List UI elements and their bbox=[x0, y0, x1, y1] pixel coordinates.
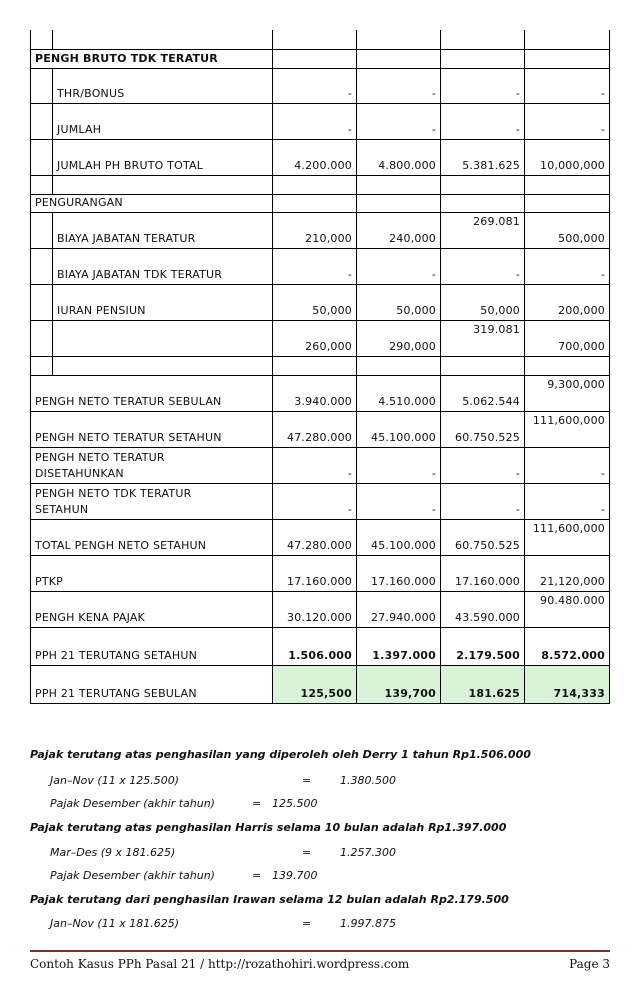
table-row bbox=[30, 69, 610, 104]
cell-value: 50,000 bbox=[396, 304, 436, 317]
table-row bbox=[30, 321, 610, 357]
label-cell bbox=[52, 249, 272, 284]
row-label-line2: SETAHUN bbox=[35, 503, 89, 516]
section-header-cell bbox=[30, 50, 272, 68]
indent-cell bbox=[30, 69, 52, 103]
value-cell bbox=[440, 176, 524, 194]
row-label: PENGH KENA PAJAK bbox=[35, 611, 145, 624]
cell-value: 500,000 bbox=[558, 232, 605, 245]
table-row bbox=[30, 448, 610, 484]
cell-value: - bbox=[347, 87, 352, 100]
note-irawan-jan-nov: Jan–Nov (11 x 181.625) bbox=[50, 917, 179, 930]
value-cell bbox=[356, 176, 440, 194]
table-row bbox=[30, 176, 610, 195]
value-cell bbox=[272, 176, 356, 194]
value-cell bbox=[356, 69, 440, 103]
value-cell bbox=[440, 195, 524, 212]
value-cell bbox=[272, 213, 356, 248]
note-derry-jan-nov: Jan–Nov (11 x 125.500) bbox=[50, 774, 179, 787]
label-cell bbox=[52, 213, 272, 248]
value-cell bbox=[524, 195, 610, 212]
table-row bbox=[30, 520, 610, 556]
value-cell bbox=[440, 628, 524, 665]
cell-value: - bbox=[431, 123, 436, 136]
value-cell bbox=[272, 666, 356, 703]
cell-value: - bbox=[347, 503, 352, 516]
value-cell bbox=[524, 448, 610, 483]
value-cell bbox=[524, 30, 610, 49]
note-equals: = bbox=[302, 917, 312, 930]
row-label: JUMLAH PH BRUTO TOTAL bbox=[57, 159, 204, 172]
cell-value: 30.120.000 bbox=[287, 611, 352, 624]
value-cell bbox=[524, 176, 610, 194]
cell-value: 27.940.000 bbox=[371, 611, 436, 624]
cell-value: 43.590.000 bbox=[455, 611, 520, 624]
table-row bbox=[30, 412, 610, 448]
cell-value-upper: 111,600,000 bbox=[532, 414, 605, 427]
cell-value: - bbox=[347, 123, 352, 136]
note-equals: = bbox=[252, 869, 262, 882]
row-label: PENGH NETO TERATUR SEBULAN bbox=[35, 395, 222, 408]
cell-value: - bbox=[515, 467, 520, 480]
footer-source: Contoh Kasus PPh Pasal 21 / http://rozathohiri.wordpress.com bbox=[30, 957, 410, 971]
value-cell bbox=[440, 357, 524, 375]
cell-value: 700,000 bbox=[558, 340, 605, 353]
note-harris-mar-des: Mar–Des (9 x 181.625) bbox=[50, 846, 176, 859]
cell-value: 181.625 bbox=[468, 687, 520, 700]
value-cell bbox=[440, 592, 524, 627]
table-row bbox=[30, 376, 610, 412]
value-cell bbox=[524, 357, 610, 375]
table-row bbox=[30, 50, 610, 69]
cell-value: 4.510.000 bbox=[378, 395, 436, 408]
value-cell bbox=[524, 556, 610, 591]
cell-value: 4.200.000 bbox=[294, 159, 352, 172]
label-cell bbox=[52, 69, 272, 103]
row-label: TOTAL PENGH NETO SETAHUN bbox=[35, 539, 207, 552]
cell-value: - bbox=[515, 503, 520, 516]
value-cell bbox=[356, 104, 440, 139]
table-row bbox=[30, 140, 610, 176]
cell-value: - bbox=[431, 268, 436, 281]
cell-value: 139,700 bbox=[384, 687, 436, 700]
table-row bbox=[30, 628, 610, 666]
value-cell bbox=[440, 321, 524, 356]
value-cell bbox=[524, 104, 610, 139]
cell-value: 60.750.525 bbox=[455, 539, 520, 552]
value-cell bbox=[440, 249, 524, 284]
value-cell bbox=[524, 69, 610, 103]
value-cell bbox=[524, 628, 610, 665]
row-label: JUMLAH bbox=[57, 123, 102, 136]
label-cell bbox=[30, 666, 272, 703]
value-cell bbox=[524, 140, 610, 175]
value-cell bbox=[356, 556, 440, 591]
value-cell bbox=[356, 628, 440, 665]
cell-value: - bbox=[515, 87, 520, 100]
value-cell bbox=[272, 30, 356, 49]
note-derry-december: Pajak Desember (akhir tahun) bbox=[50, 797, 215, 810]
indent-cell bbox=[30, 176, 52, 194]
section-header: PENGURANGAN bbox=[35, 196, 123, 209]
cell-value: 5.381.625 bbox=[462, 159, 520, 172]
cell-value: 2.179.500 bbox=[456, 649, 520, 662]
value-cell bbox=[356, 412, 440, 447]
cell-value: 8.572.000 bbox=[541, 649, 605, 662]
tax-table bbox=[30, 30, 610, 704]
cell-value: 17.160.000 bbox=[371, 575, 436, 588]
value-cell bbox=[440, 412, 524, 447]
value-cell bbox=[524, 249, 610, 284]
row-label: PPH 21 TERUTANG SETAHUN bbox=[35, 649, 198, 662]
label-cell bbox=[52, 30, 272, 49]
value-cell bbox=[272, 448, 356, 483]
cell-value: 240,000 bbox=[389, 232, 436, 245]
note-derry-jan-nov-value: 1.380.500 bbox=[340, 774, 396, 787]
value-cell bbox=[524, 376, 610, 411]
cell-value: 290,000 bbox=[389, 340, 436, 353]
value-cell bbox=[356, 321, 440, 356]
cell-value: 17.160.000 bbox=[287, 575, 352, 588]
cell-value: - bbox=[600, 503, 605, 516]
cell-value: - bbox=[431, 503, 436, 516]
value-cell bbox=[440, 484, 524, 519]
row-label: BIAYA JABATAN TDK TERATUR bbox=[57, 268, 223, 281]
cell-value-upper: 90.480.000 bbox=[540, 594, 605, 607]
value-cell bbox=[524, 592, 610, 627]
row-label: THR/BONUS bbox=[57, 87, 125, 100]
note-equals: = bbox=[302, 774, 312, 787]
cell-value: - bbox=[431, 467, 436, 480]
value-cell bbox=[524, 484, 610, 519]
page-number: Page 3 bbox=[569, 957, 610, 971]
value-cell bbox=[356, 249, 440, 284]
indent-cell bbox=[30, 321, 52, 356]
value-cell bbox=[440, 520, 524, 555]
table-row bbox=[30, 104, 610, 140]
note-equals: = bbox=[302, 846, 312, 859]
label-cell bbox=[52, 140, 272, 175]
value-cell bbox=[440, 448, 524, 483]
cell-value: 4.800.000 bbox=[378, 159, 436, 172]
value-cell bbox=[524, 321, 610, 356]
value-cell bbox=[524, 50, 610, 68]
cell-value: - bbox=[600, 467, 605, 480]
value-cell bbox=[356, 357, 440, 375]
label-cell bbox=[30, 556, 272, 591]
cell-value: 17.160.000 bbox=[455, 575, 520, 588]
indent-cell bbox=[30, 140, 52, 175]
value-cell bbox=[440, 30, 524, 49]
value-cell bbox=[524, 412, 610, 447]
label-cell bbox=[30, 448, 272, 483]
cell-value: 47.280.000 bbox=[287, 431, 352, 444]
label-cell bbox=[30, 520, 272, 555]
value-cell bbox=[524, 520, 610, 555]
cell-value: 5.062.544 bbox=[462, 395, 520, 408]
label-cell bbox=[30, 376, 272, 411]
value-cell bbox=[272, 592, 356, 627]
table-row bbox=[30, 357, 610, 376]
label-cell bbox=[30, 628, 272, 665]
row-label: PTKP bbox=[35, 575, 63, 588]
cell-value: 60.750.525 bbox=[455, 431, 520, 444]
label-cell bbox=[52, 176, 272, 194]
label-cell bbox=[52, 285, 272, 320]
cell-value: 21,120,000 bbox=[540, 575, 605, 588]
table-row bbox=[30, 195, 610, 213]
section-header-cell bbox=[30, 195, 272, 212]
cell-value: - bbox=[600, 123, 605, 136]
table-row bbox=[30, 666, 610, 704]
value-cell bbox=[272, 484, 356, 519]
cell-value: 1.397.000 bbox=[372, 649, 436, 662]
cell-value-upper: 111,600,000 bbox=[532, 522, 605, 535]
row-label-line1: PENGH NETO TDK TERATUR bbox=[35, 487, 192, 500]
page-footer bbox=[30, 957, 610, 971]
footer-rule bbox=[30, 950, 610, 952]
cell-value: 714,333 bbox=[553, 687, 605, 700]
value-cell bbox=[272, 321, 356, 356]
cell-value: 50,000 bbox=[312, 304, 352, 317]
cell-value: 45.100.000 bbox=[371, 539, 436, 552]
table-row bbox=[30, 556, 610, 592]
cell-value: 47.280.000 bbox=[287, 539, 352, 552]
value-cell bbox=[524, 285, 610, 320]
indent-cell bbox=[30, 285, 52, 320]
value-cell bbox=[272, 249, 356, 284]
row-label: IURAN PENSIUN bbox=[57, 304, 146, 317]
value-cell bbox=[272, 376, 356, 411]
row-label: PENGH NETO TERATUR SETAHUN bbox=[35, 431, 222, 444]
note-irawan-heading: Pajak terutang dari penghasilan Irawan selama 12 bulan adalah Rp2.179.500 bbox=[30, 893, 509, 906]
value-cell bbox=[440, 140, 524, 175]
table-row bbox=[30, 30, 610, 50]
indent-cell bbox=[30, 213, 52, 248]
value-cell bbox=[356, 140, 440, 175]
value-cell bbox=[356, 30, 440, 49]
note-derry-heading: Pajak terutang atas penghasilan yang diperoleh oleh Derry 1 tahun Rp1.506.000 bbox=[30, 748, 531, 761]
row-label: BIAYA JABATAN TERATUR bbox=[57, 232, 196, 245]
section-header: PENGH BRUTO TDK TERATUR bbox=[35, 52, 218, 65]
note-harris-december-value: 139.700 bbox=[272, 869, 318, 882]
cell-value-upper: 319.081 bbox=[473, 323, 520, 336]
row-label bbox=[31, 448, 272, 484]
note-harris-december: Pajak Desember (akhir tahun) bbox=[50, 869, 215, 882]
label-cell bbox=[30, 592, 272, 627]
value-cell bbox=[272, 556, 356, 591]
cell-value: 50,000 bbox=[480, 304, 520, 317]
cell-value: 260,000 bbox=[305, 340, 352, 353]
note-equals: = bbox=[252, 797, 262, 810]
indent-cell bbox=[30, 249, 52, 284]
cell-value: - bbox=[431, 87, 436, 100]
cell-value: - bbox=[600, 268, 605, 281]
table-row bbox=[30, 213, 610, 249]
indent-cell bbox=[30, 357, 52, 375]
indent-cell bbox=[30, 104, 52, 139]
value-cell bbox=[356, 213, 440, 248]
value-cell bbox=[272, 628, 356, 665]
label-cell bbox=[30, 484, 272, 519]
note-harris-heading: Pajak terutang atas penghasilan Harris selama 10 bulan adalah Rp1.397.000 bbox=[30, 821, 507, 834]
row-label-line2: DISETAHUNKAN bbox=[35, 467, 124, 480]
value-cell bbox=[440, 556, 524, 591]
value-cell bbox=[272, 520, 356, 555]
row-label-line1: PENGH NETO TERATUR bbox=[35, 451, 165, 464]
value-cell bbox=[440, 69, 524, 103]
cell-value-upper: 269.081 bbox=[473, 215, 520, 228]
table-row bbox=[30, 484, 610, 520]
value-cell bbox=[272, 195, 356, 212]
value-cell bbox=[272, 69, 356, 103]
value-cell bbox=[272, 104, 356, 139]
label-cell bbox=[52, 321, 272, 356]
value-cell bbox=[440, 213, 524, 248]
value-cell bbox=[356, 376, 440, 411]
cell-value: 1.506.000 bbox=[288, 649, 352, 662]
value-cell bbox=[356, 520, 440, 555]
cell-value: 200,000 bbox=[558, 304, 605, 317]
value-cell bbox=[524, 666, 610, 703]
value-cell bbox=[524, 213, 610, 248]
value-cell bbox=[272, 357, 356, 375]
indent-cell bbox=[30, 30, 52, 49]
value-cell bbox=[356, 484, 440, 519]
cell-value: - bbox=[515, 123, 520, 136]
cell-value-upper: 9,300,000 bbox=[547, 378, 605, 391]
value-cell bbox=[440, 285, 524, 320]
value-cell bbox=[356, 666, 440, 703]
value-cell bbox=[356, 195, 440, 212]
value-cell bbox=[272, 50, 356, 68]
table-row bbox=[30, 592, 610, 628]
cell-value: - bbox=[600, 87, 605, 100]
cell-value: 125,500 bbox=[300, 687, 352, 700]
label-cell bbox=[52, 104, 272, 139]
value-cell bbox=[356, 50, 440, 68]
cell-value: 10,000,000 bbox=[540, 159, 605, 172]
value-cell bbox=[440, 104, 524, 139]
value-cell bbox=[356, 592, 440, 627]
value-cell bbox=[272, 285, 356, 320]
cell-value: - bbox=[515, 268, 520, 281]
value-cell bbox=[440, 666, 524, 703]
note-irawan-jan-nov-value: 1.997.875 bbox=[340, 917, 396, 930]
table-row bbox=[30, 249, 610, 285]
value-cell bbox=[440, 50, 524, 68]
value-cell bbox=[356, 448, 440, 483]
value-cell bbox=[272, 412, 356, 447]
cell-value: 210,000 bbox=[305, 232, 352, 245]
cell-value: - bbox=[347, 268, 352, 281]
row-label bbox=[31, 484, 272, 520]
cell-value: - bbox=[347, 467, 352, 480]
note-harris-mar-des-value: 1.257.300 bbox=[340, 846, 396, 859]
note-derry-december-value: 125.500 bbox=[272, 797, 318, 810]
value-cell bbox=[356, 285, 440, 320]
value-cell bbox=[440, 376, 524, 411]
value-cell bbox=[272, 140, 356, 175]
label-cell bbox=[30, 412, 272, 447]
cell-value: 3.940.000 bbox=[294, 395, 352, 408]
label-cell bbox=[52, 357, 272, 375]
table-row bbox=[30, 285, 610, 321]
row-label: PPH 21 TERUTANG SEBULAN bbox=[35, 687, 197, 700]
cell-value: 45.100.000 bbox=[371, 431, 436, 444]
